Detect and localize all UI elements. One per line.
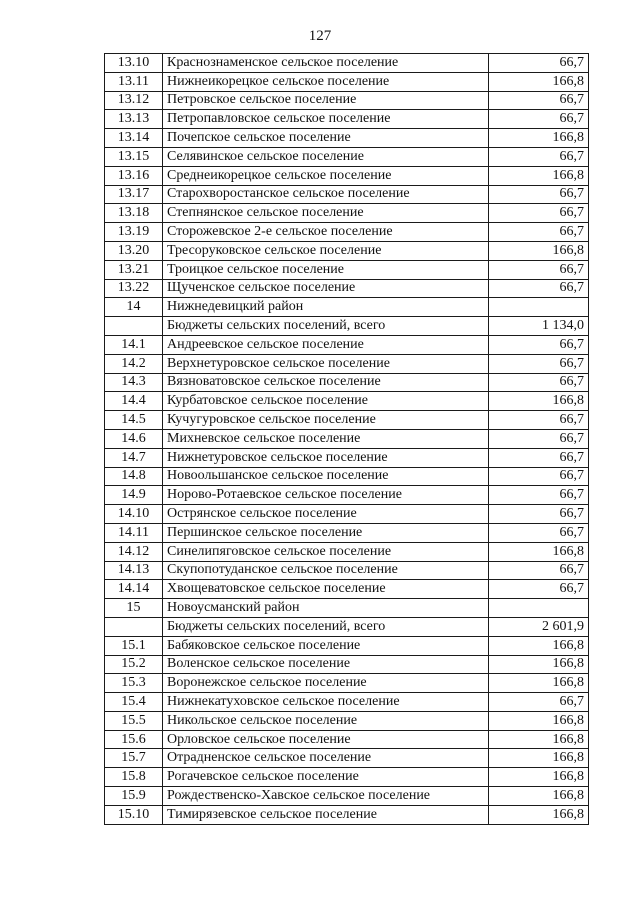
table-row: [105, 298, 589, 317]
row-amount-cell: 166,8: [489, 129, 589, 148]
row-number-cell: 14.11: [105, 523, 163, 542]
table-row: [105, 241, 589, 260]
row-amount-cell: 166,8: [489, 749, 589, 768]
table-row: [105, 429, 589, 448]
row-name-cell: Нижнекатуховское сельское поселение: [163, 693, 489, 712]
row-name-cell: Никольское сельское поселение: [163, 711, 489, 730]
table-row: [105, 486, 589, 505]
row-name-cell: Тимирязевское сельское поселение: [163, 805, 489, 824]
row-amount-cell: 66,7: [489, 54, 589, 73]
row-name-cell: Курбатовское сельское поселение: [163, 392, 489, 411]
row-name-cell: Рождественско-Хавское сельское поселение: [163, 787, 489, 806]
row-amount-cell: 166,8: [489, 730, 589, 749]
table-row: [105, 711, 589, 730]
table-row: [105, 655, 589, 674]
row-number-cell: 14.9: [105, 486, 163, 505]
table-row: [105, 392, 589, 411]
row-number-cell: 13.10: [105, 54, 163, 73]
row-amount-cell: 166,8: [489, 805, 589, 824]
row-amount-cell: [489, 599, 589, 618]
row-name-cell: Петровское сельское поселение: [163, 91, 489, 110]
row-amount-cell: [489, 298, 589, 317]
row-name-cell: Селявинское сельское поселение: [163, 147, 489, 166]
row-number-cell: 14.2: [105, 354, 163, 373]
row-amount-cell: 166,8: [489, 674, 589, 693]
row-name-cell: Нижнедевицкий район: [163, 298, 489, 317]
row-name-cell: Бабяковское сельское поселение: [163, 636, 489, 655]
row-number-cell: 13.19: [105, 223, 163, 242]
row-name-cell: Нижнетуровское сельское поселение: [163, 448, 489, 467]
row-number-cell: 14.4: [105, 392, 163, 411]
table-row: [105, 354, 589, 373]
row-amount-cell: 66,7: [489, 448, 589, 467]
row-number-cell: 15.8: [105, 768, 163, 787]
row-name-cell: Новоольшанское сельское поселение: [163, 467, 489, 486]
row-number-cell: 15.4: [105, 693, 163, 712]
table-row: [105, 768, 589, 787]
row-name-cell: Острянское сельское поселение: [163, 505, 489, 524]
row-number-cell: 13.20: [105, 241, 163, 260]
row-name-cell: Кучугуровское сельское поселение: [163, 411, 489, 430]
row-amount-cell: 66,7: [489, 260, 589, 279]
row-name-cell: Отрадненское сельское поселение: [163, 749, 489, 768]
row-name-cell: Почепское сельское поселение: [163, 129, 489, 148]
table-row: [105, 110, 589, 129]
row-number-cell: 15.3: [105, 674, 163, 693]
row-number-cell: 13.17: [105, 185, 163, 204]
row-number-cell: 13.16: [105, 166, 163, 185]
row-amount-cell: 166,8: [489, 542, 589, 561]
table-row: [105, 317, 589, 336]
row-number-cell: 13.15: [105, 147, 163, 166]
row-name-cell: Андреевское сельское поселение: [163, 335, 489, 354]
row-number-cell: 14.14: [105, 580, 163, 599]
table-row: [105, 335, 589, 354]
row-number-cell: 14.6: [105, 429, 163, 448]
row-name-cell: Воленское сельское поселение: [163, 655, 489, 674]
row-name-cell: Краснознаменское сельское поселение: [163, 54, 489, 73]
table-row: [105, 580, 589, 599]
table-row: [105, 54, 589, 73]
row-number-cell: 13.22: [105, 279, 163, 298]
row-amount-cell: 166,8: [489, 636, 589, 655]
row-amount-cell: 66,7: [489, 185, 589, 204]
row-amount-cell: 66,7: [489, 354, 589, 373]
table-row: [105, 693, 589, 712]
row-amount-cell: 66,7: [489, 580, 589, 599]
row-name-cell: Щученское сельское поселение: [163, 279, 489, 298]
row-number-cell: 15.10: [105, 805, 163, 824]
table-row: [105, 599, 589, 618]
row-name-cell: Михневское сельское поселение: [163, 429, 489, 448]
row-name-cell: Норово-Ротаевское сельское поселение: [163, 486, 489, 505]
row-name-cell: Новоусманский район: [163, 599, 489, 618]
row-number-cell: 15: [105, 599, 163, 618]
row-name-cell: Рогачевское сельское поселение: [163, 768, 489, 787]
table-row: [105, 561, 589, 580]
row-amount-cell: 166,8: [489, 768, 589, 787]
row-amount-cell: 66,7: [489, 204, 589, 223]
row-name-cell: Троицкое сельское поселение: [163, 260, 489, 279]
table-row: [105, 260, 589, 279]
row-amount-cell: 66,7: [489, 429, 589, 448]
row-number-cell: 13.11: [105, 72, 163, 91]
row-amount-cell: 66,7: [489, 373, 589, 392]
row-name-cell: Синелипяговское сельское поселение: [163, 542, 489, 561]
row-name-cell: Петропавловское сельское поселение: [163, 110, 489, 129]
row-amount-cell: 166,8: [489, 241, 589, 260]
row-name-cell: Орловское сельское поселение: [163, 730, 489, 749]
row-number-cell: [105, 317, 163, 336]
table-row: [105, 223, 589, 242]
row-name-cell: Воронежское сельское поселение: [163, 674, 489, 693]
table-row: [105, 505, 589, 524]
row-number-cell: 15.2: [105, 655, 163, 674]
table-row: [105, 730, 589, 749]
row-amount-cell: 66,7: [489, 693, 589, 712]
row-number-cell: 13.13: [105, 110, 163, 129]
table-row: [105, 91, 589, 110]
table-row: [105, 805, 589, 824]
row-amount-cell: 66,7: [489, 505, 589, 524]
row-name-cell: Бюджеты сельских поселений, всего: [163, 317, 489, 336]
table-row: [105, 448, 589, 467]
row-name-cell: Нижнеикорецкое сельское поселение: [163, 72, 489, 91]
row-number-cell: 15.1: [105, 636, 163, 655]
page-number: 127: [308, 28, 332, 44]
row-number-cell: 15.9: [105, 787, 163, 806]
table-row: [105, 636, 589, 655]
row-number-cell: 13.18: [105, 204, 163, 223]
row-amount-cell: 1 134,0: [489, 317, 589, 336]
table-row: [105, 523, 589, 542]
row-name-cell: Хвощеватовское сельское поселение: [163, 580, 489, 599]
row-name-cell: Сторожевское 2-е сельское поселение: [163, 223, 489, 242]
table-row: [105, 72, 589, 91]
row-number-cell: 14.12: [105, 542, 163, 561]
row-amount-cell: 66,7: [489, 561, 589, 580]
row-amount-cell: 66,7: [489, 335, 589, 354]
table-row: [105, 617, 589, 636]
table-row: [105, 542, 589, 561]
row-name-cell: Степнянское сельское поселение: [163, 204, 489, 223]
row-number-cell: 15.7: [105, 749, 163, 768]
table-row: [105, 787, 589, 806]
row-amount-cell: 66,7: [489, 486, 589, 505]
row-number-cell: 15.6: [105, 730, 163, 749]
budget-table-body: [105, 54, 589, 825]
row-number-cell: 13.14: [105, 129, 163, 148]
table-row: [105, 166, 589, 185]
row-name-cell: Першинское сельское поселение: [163, 523, 489, 542]
table-row: [105, 279, 589, 298]
row-number-cell: 15.5: [105, 711, 163, 730]
table-row: [105, 147, 589, 166]
row-amount-cell: 166,8: [489, 655, 589, 674]
row-amount-cell: 166,8: [489, 392, 589, 411]
row-number-cell: 13.12: [105, 91, 163, 110]
row-number-cell: [105, 617, 163, 636]
row-number-cell: 14.8: [105, 467, 163, 486]
row-amount-cell: 66,7: [489, 147, 589, 166]
row-number-cell: 14.5: [105, 411, 163, 430]
row-number-cell: 13.21: [105, 260, 163, 279]
row-number-cell: 14.7: [105, 448, 163, 467]
row-amount-cell: 66,7: [489, 279, 589, 298]
row-number-cell: 14.1: [105, 335, 163, 354]
table-row: [105, 129, 589, 148]
row-amount-cell: 166,8: [489, 787, 589, 806]
table-row: [105, 411, 589, 430]
row-amount-cell: 66,7: [489, 523, 589, 542]
row-number-cell: 14.3: [105, 373, 163, 392]
row-amount-cell: 166,8: [489, 72, 589, 91]
table-row: [105, 674, 589, 693]
row-number-cell: 14.10: [105, 505, 163, 524]
row-amount-cell: 66,7: [489, 411, 589, 430]
row-name-cell: Скупопотуданское сельское поселение: [163, 561, 489, 580]
row-name-cell: Тресоруковское сельское поселение: [163, 241, 489, 260]
row-amount-cell: 166,8: [489, 166, 589, 185]
row-amount-cell: 2 601,9: [489, 617, 589, 636]
table-row: [105, 749, 589, 768]
row-name-cell: Среднеикорецкое сельское поселение: [163, 166, 489, 185]
budget-table: [104, 53, 589, 825]
row-name-cell: Верхнетуровское сельское поселение: [163, 354, 489, 373]
row-name-cell: Старохворостанское сельское поселение: [163, 185, 489, 204]
table-row: [105, 185, 589, 204]
table-row: [105, 204, 589, 223]
row-amount-cell: 66,7: [489, 91, 589, 110]
row-name-cell: Бюджеты сельских поселений, всего: [163, 617, 489, 636]
row-amount-cell: 66,7: [489, 223, 589, 242]
row-amount-cell: 66,7: [489, 467, 589, 486]
table-row: [105, 467, 589, 486]
row-number-cell: 14: [105, 298, 163, 317]
row-number-cell: 14.13: [105, 561, 163, 580]
row-amount-cell: 166,8: [489, 711, 589, 730]
table-row: [105, 373, 589, 392]
row-name-cell: Вязноватовское сельское поселение: [163, 373, 489, 392]
row-amount-cell: 66,7: [489, 110, 589, 129]
